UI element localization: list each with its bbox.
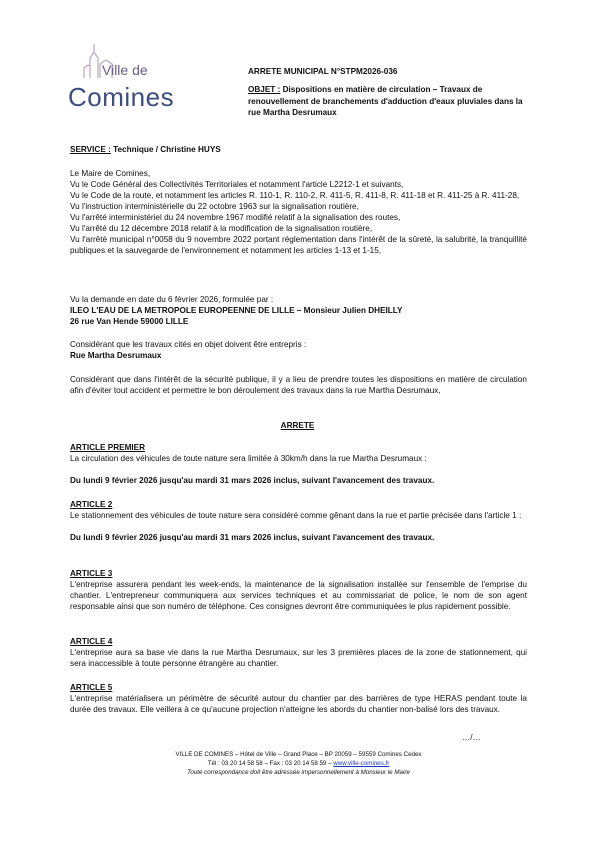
footer-notice: Toute correspondance doit être adressée impersonnellement à Monsieur le Maire bbox=[187, 769, 410, 776]
city-logo bbox=[62, 38, 175, 118]
article-text: Le stationnement des véhicules de toute nature sera considéré comme gênant dans la rue et partie précisée dans l'article 1 : bbox=[70, 511, 522, 520]
logo-line1: Ville de bbox=[102, 62, 148, 78]
page-footer bbox=[70, 750, 527, 777]
street-name: Rue Martha Desrumaux bbox=[70, 351, 162, 360]
objet-block bbox=[248, 84, 530, 119]
visa-line: Le Maire de Comines, bbox=[70, 169, 151, 178]
article-3 bbox=[70, 568, 527, 612]
visa-line: Vu le Code Général des Collectivités Territoriales et notamment l'article L2212-1 et suivants, bbox=[70, 180, 404, 189]
article-text: L'entreprise matérialisera un périmètre de sécurité autour du chantier par des barrières de type HERAS pendant toute la durée des travaux. Elle veillera à ce qu'aucune projection n'atteigne les abords du chantier non-balisé lors des travaux. bbox=[70, 694, 527, 714]
footer-contact bbox=[70, 759, 527, 768]
visa-line: Vu l'arrêté municipal n°0058 du 9 novembre 2022 portant réglementation dans l'intérêt de la sûreté, la salubrité, la tranquillité publiques et la sauvegarde de l'environnement et notamment les articles 1-13 et 1-15, bbox=[70, 235, 527, 255]
article-title: ARTICLE 5 bbox=[70, 683, 113, 692]
article-text: L'entreprise assurera pendant les week-ends, la maintenance de la signalisation installée sur l'ensemble de l'emprise du chantier. L'entrepreneur communiquera aux services techniques et au commissariat de police, le nom de son agent responsable ainsi que son numéro de téléphone. Ces consignes devront être communiquées le plus rapidement possible. bbox=[70, 580, 527, 611]
visa-line: Vu le Code de la route, et notamment les articles R. 110-1, R. 110-2, R. 411-5, R. 411-8, R. 411-18 et R. 411-25 à R. 411-28, bbox=[70, 191, 520, 200]
service-text: Technique / Christine HUYS bbox=[113, 145, 221, 154]
demande-line: Vu la demande en date du 6 février 2026, formulée par : bbox=[70, 295, 274, 304]
considerant-2: Considérant que dans l'intérêt de la sécurité publique, il y a lieu de prendre toutes les dispositions en matière de circulation afin d'éviter tout accident et permettre le bon déroulement des travaux dans la rue Martha Desrumaux, bbox=[70, 375, 527, 395]
article-5 bbox=[70, 682, 527, 715]
article-title: ARTICLE PREMIER bbox=[70, 443, 146, 452]
demande-address: 26 rue Van Hende 59000 LILLE bbox=[70, 317, 189, 326]
website-link[interactable]: www.ville-comines.fr bbox=[333, 760, 390, 767]
decree-title: ARRETE MUNICIPAL N°STPM2026-036 bbox=[248, 67, 398, 76]
footer-phone: Tél : 03 20 14 58 58 – Fax : 03 20 14 58 59 – bbox=[207, 760, 332, 767]
article-title: ARTICLE 3 bbox=[70, 569, 113, 578]
demande-block bbox=[70, 294, 530, 327]
article-text: La circulation des véhicules de toute nature sera limitée à 30km/h dans la rue Martha Desrumaux : bbox=[70, 454, 427, 463]
visa-line: Vu l'arrêté interministériel du 24 novembre 1967 modifié relatif à la signalisation des routes, bbox=[70, 213, 401, 222]
article-2 bbox=[70, 499, 527, 543]
logo-line2: Comines bbox=[68, 82, 175, 112]
service-label: SERVICE : bbox=[70, 145, 111, 154]
visa-line: Vu l'instruction interministérielle du 22 octobre 1963 sur la signalisation routière, bbox=[70, 202, 359, 211]
article-1 bbox=[70, 442, 527, 486]
considerant-line: Considérant que les travaux cités en objet doivent être entrepris : bbox=[70, 340, 307, 349]
article-title: ARTICLE 2 bbox=[70, 500, 113, 509]
demande-requester: ILEO L'EAU DE LA METROPOLE EUROPEENNE DE LILLE – Monsieur Julien DHEILLY bbox=[70, 306, 403, 315]
article-text: L'entreprise aura sa base vie dans la rue Martha Desrumaux, sur les 3 premières places de la zone de stationnement, qui sera inaccessible à toute personne étrangère au chantier. bbox=[70, 648, 527, 668]
footer-address: VILLE DE COMINES – Hôtel de Ville – Grand Place – BP 20059 – 59559 Comines Cedex bbox=[175, 751, 422, 758]
article-dates: Du lundi 9 février 2026 jusqu'au mardi 31 mars 2026 inclus, suivant l'avancement des travaux. bbox=[70, 476, 435, 485]
article-4 bbox=[70, 636, 527, 669]
article-title: ARTICLE 4 bbox=[70, 637, 113, 646]
objet-text: Dispositions en matière de circulation – Travaux de renouvellement de branchements d'adduction d'eaux pluviales dans la rue Martha Desrumaux bbox=[248, 85, 523, 117]
visas-block bbox=[70, 168, 527, 256]
objet-label: OBJET : bbox=[248, 85, 281, 94]
considerant-1 bbox=[70, 339, 530, 361]
visa-line: Vu l'arrêté du 12 décembre 2018 relatif à la modification de la signalisation routière, bbox=[70, 224, 373, 233]
article-dates: Du lundi 9 février 2026 jusqu'au mardi 31 mars 2026 inclus, suivant l'avancement des travaux. bbox=[70, 533, 435, 542]
arrete-heading: ARRETE bbox=[280, 421, 315, 430]
service-line bbox=[70, 144, 530, 155]
continuation-mark: …/… bbox=[462, 733, 481, 742]
